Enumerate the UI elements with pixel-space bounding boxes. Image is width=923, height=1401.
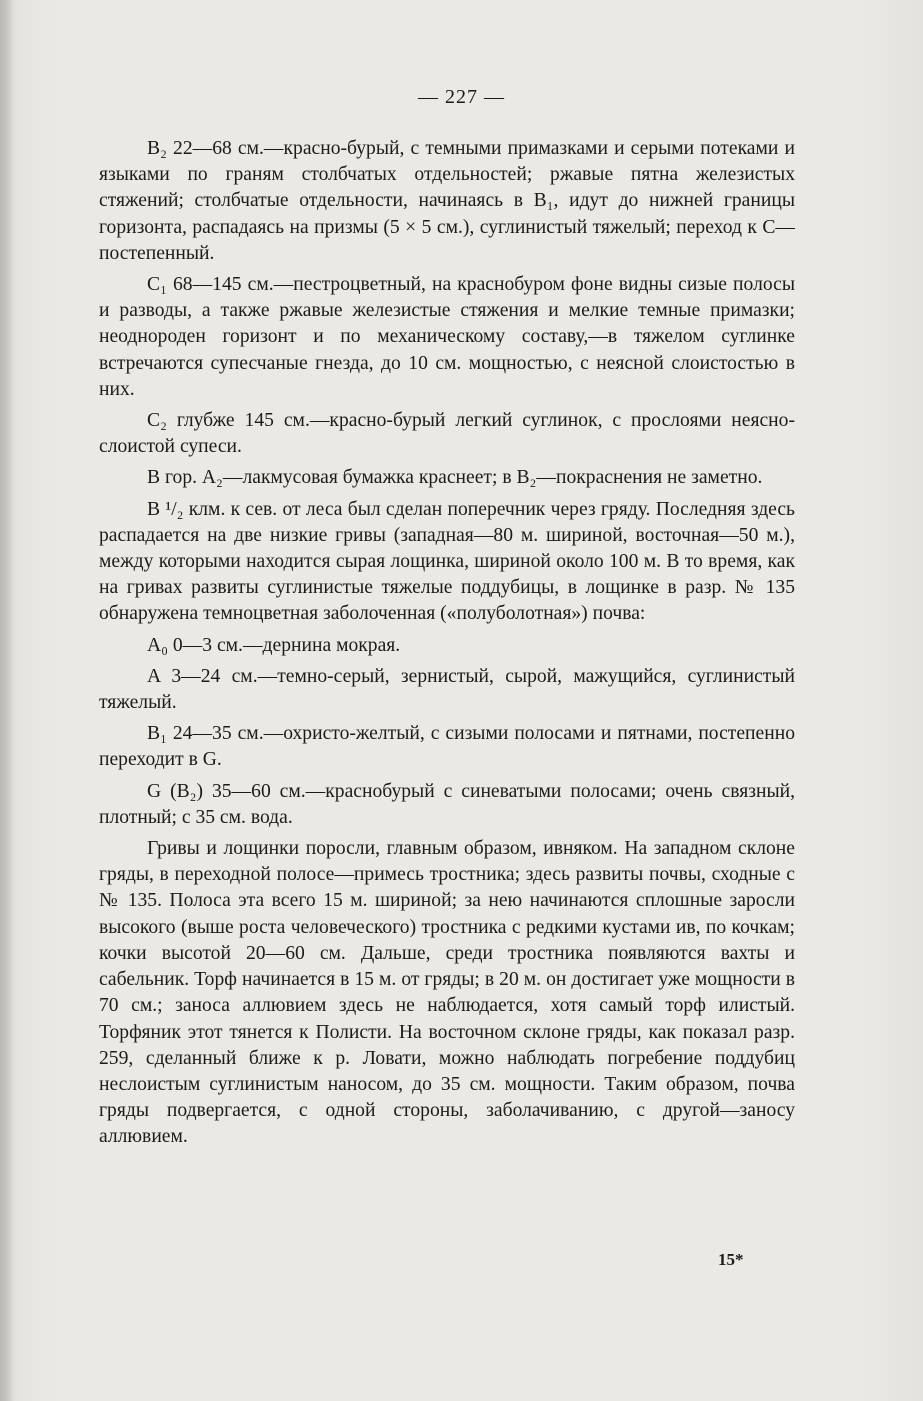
paragraph-transect: В ¹/₂ клм. к сев. от леса был сделан поперечник через гряду. Последняя здесь распадается на две низкие гривы (западная—80 м. шириной, восточная—50 м.), между которыми находится сырая лощинка, шириной около 100 м. В то время, как на гривах развиты суглинистые тяжелые поддубицы, в лощинке в разр. № 135 обнаружена темноцветная заболоченная («полуболотная») почва: — [99, 498, 795, 625]
paragraph-a: A 3—24 см.—темно-серый, зернистый, сырой, мажущийся, суглинистый тяжелый. — [99, 665, 795, 714]
paragraph-g: G (B₂) 35—60 см.—краснобурый с синеватыми полосами; очень связный, плотный; с 35 см. вода. — [99, 780, 795, 828]
binding-shadow — [0, 0, 14, 1401]
paragraph-b1: B₁ 24—35 см.—охристо-желтый, с сизыми полосами и пятнами, постепенно переходит в G. — [99, 723, 795, 771]
paragraph-b2: B₂ 22—68 см.—красно-бурый, с темными примазками и серыми потеками и языками по граням столбчатых отдельностей; ржавые пятна железистых стяжений; столбчатые отдельности, начинаясь в B₁, идут до нижней границы горизонта, распадаясь на призмы (5 × 5 см.), суглинистый тяжелый; переход к C—постепенный. — [99, 138, 795, 264]
paragraph-c2: C₂ глубже 145 см.—красно-бурый легкий суглинок, с прослоями неясно-слоистой супеси. — [99, 410, 795, 458]
paragraph-litmus: В гор. A₂—лакмусовая бумажка краснеет; в B₂—покраснения не заметно. — [147, 467, 763, 489]
paragraph-c1: C₁ 68—145 см.—пестроцветный, на краснобуром фоне видны сизые полосы и разводы, а также ржавые железистые стяжения и мелкие темные примазки; неоднороден горизонт и по механическому составу,—в тяжелом суглинке встречаются супесчаные гнезда, до 10 см. мощностью, с неясной слоистостью в них. — [99, 274, 795, 400]
page-number: — 227 — — [418, 86, 505, 108]
body-text — [99, 136, 795, 1156]
paragraph-a0: A₀ 0—3 см.—дернина мокрая. — [147, 634, 401, 656]
signature-mark: 15* — [718, 1250, 744, 1269]
paragraph-vegetation: Гривы и лощинки поросли, главным образом, ивняком. На западном склоне гряды, в переходной полосе—примесь тростника; здесь развиты почвы, сходные с № 135. Полоса эта всего 15 м. шириной; за нею начинаются сплошные заросли высокого (выше роста человеческого) тростника с редкими кустами ив, по кочкам; кочки высотой 20—60 см. Дальше, среди тростника появляются вахты и сабельник. Торф начинается в 15 м. от гряды; в 20 м. он достигает уже мощности в 70 см.; заноса аллювием здесь не наблюдается, хотя самый торф илистый. Торфяник этот тянется к Полисти. На восточном склоне гряды, как показал разр. 259, сделанный ближе к р. Ловати, можно наблюдать погребение поддубиц неслоистым суглинистым наносом, до 35 см. мощности. Таким образом, почва гряды подвергается, с одной стороны, заболачиванию, с другой—заносу аллювием. — [99, 838, 795, 1148]
